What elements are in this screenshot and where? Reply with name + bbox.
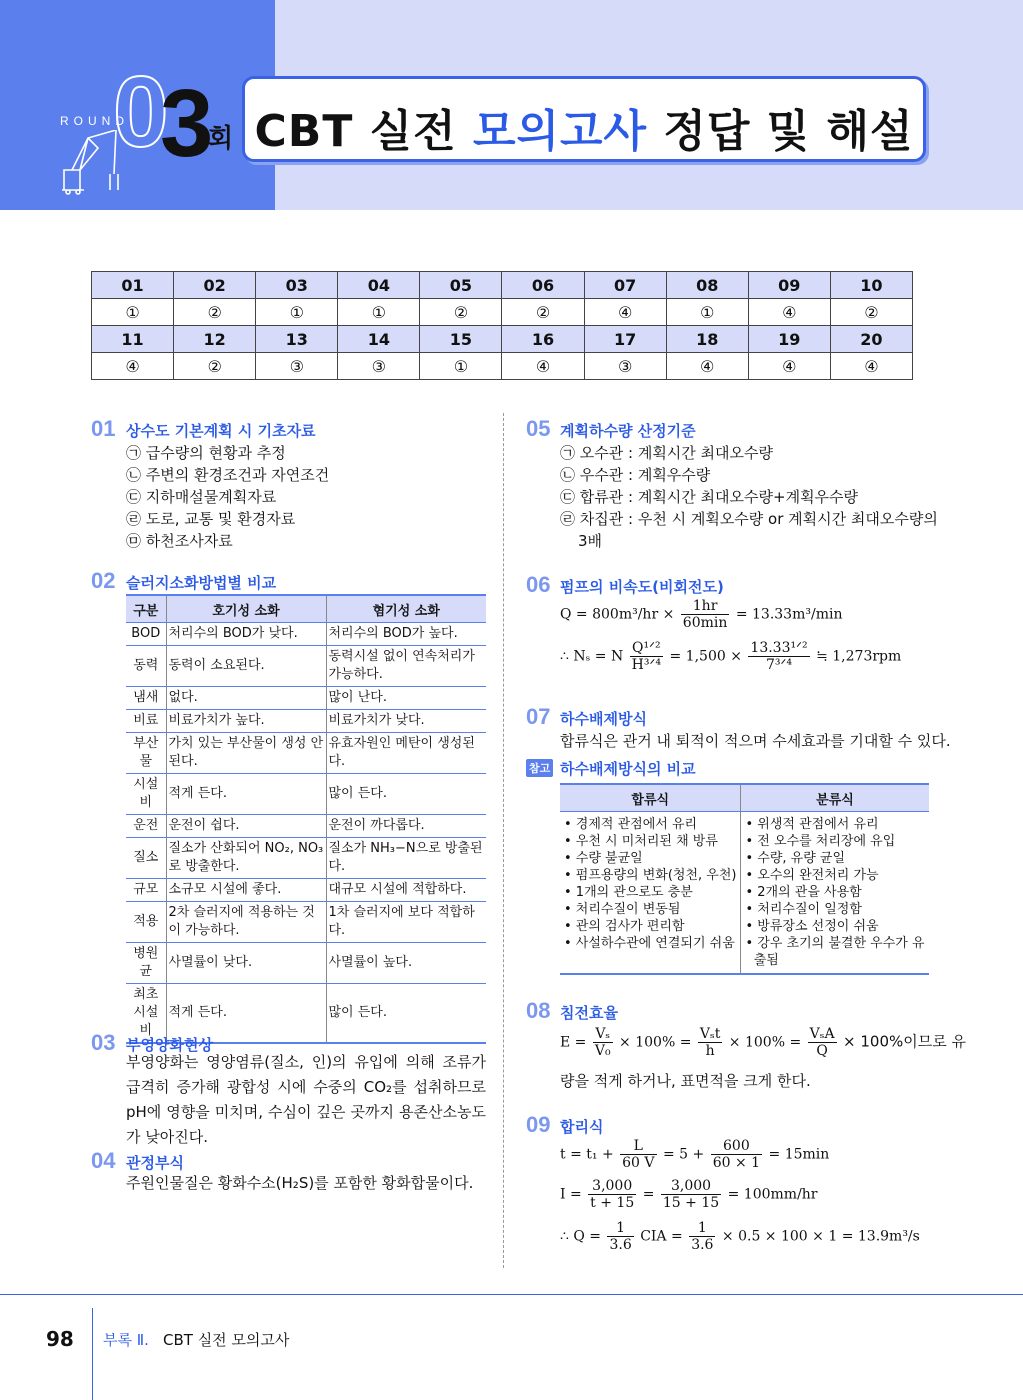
footer-rule: [0, 1294, 1023, 1295]
answer-value-row: [92, 299, 913, 326]
section-number: 06: [526, 572, 551, 597]
row-label: 최초 시설비: [126, 984, 166, 1044]
answer-value-row: [92, 353, 913, 380]
question-number: 06: [502, 272, 584, 299]
fraction: [607, 1220, 633, 1253]
table-header: 혐기성 소화: [326, 595, 486, 623]
question-number: 03: [256, 272, 338, 299]
section-number: 08: [526, 998, 551, 1023]
list-item: • 펌프용량의 변화(청천, 우천): [564, 868, 737, 883]
list-item: • 경제적 관점에서 유리: [564, 817, 698, 832]
fraction: [630, 640, 663, 673]
section-title: 상수도 기본계획 시 기초자료: [126, 422, 316, 440]
crane-icon: [58, 130, 128, 196]
table-header: 합류식: [560, 784, 741, 812]
question-number: 19: [748, 326, 830, 353]
table-cell: 처리수의 BOD가 높다.: [326, 623, 486, 646]
title-pre: CBT 실전: [254, 106, 473, 157]
denominator: H³ᐟ⁴: [631, 657, 662, 673]
section-title: 하수배제방식: [560, 710, 647, 728]
list-item: • 관의 검사가 편리함: [564, 919, 685, 934]
fraction: [593, 1026, 613, 1059]
answer-choice: ①: [666, 299, 748, 326]
list-item: ㉤ 하천조사자료: [126, 532, 233, 550]
table-cell: 질소가 NH₃−N으로 방출된다.: [326, 838, 486, 879]
section-number: 07: [526, 704, 551, 729]
list-item: • 2개의 관을 사용함: [745, 885, 862, 900]
numerator: 3,000: [661, 1178, 721, 1195]
section-text: 량을 적게 하거나, 표면적을 크게 한다.: [560, 1072, 811, 1090]
section-text: 합류식은 관거 내 퇴적이 적으며 수세효과를 기대할 수 있다.: [560, 732, 951, 750]
question-number: 07: [584, 272, 666, 299]
list-item: • 수량 불균일: [564, 851, 643, 866]
list-item: ㉠ 오수관 : 계획시간 최대오수량: [560, 444, 774, 462]
denominator: 3.6: [609, 1237, 632, 1253]
numerator: 1hr: [681, 598, 730, 615]
answer-table: [91, 271, 913, 380]
round-label: ROUND: [60, 114, 129, 128]
numerator: Vₛ: [593, 1026, 613, 1043]
table-row: [126, 710, 486, 733]
table-cell: 많이 든다.: [326, 984, 486, 1044]
round-zero: 0: [113, 56, 169, 168]
answer-choice: ①: [338, 299, 420, 326]
denominator: 60 V: [622, 1155, 655, 1171]
table-cell: 사멸률이 높다.: [326, 943, 486, 984]
equation-part: =: [642, 1186, 655, 1203]
equation-part: ≒ 1,273rpm: [816, 648, 902, 665]
denominator: 7³ᐟ⁴: [765, 657, 793, 673]
title-highlight: 모의고사: [473, 106, 648, 157]
question-number: 12: [174, 326, 256, 353]
row-label: 냄새: [126, 687, 166, 710]
table-cell: 유효자원인 메탄이 생성된다.: [326, 733, 486, 774]
answer-choice: ③: [584, 353, 666, 380]
equation-part: × 100% =: [728, 1034, 802, 1051]
question-number: 18: [666, 326, 748, 353]
question-number: 11: [92, 326, 174, 353]
section-title: 계획하수량 산정기준: [560, 422, 696, 440]
section-title: 침전효율: [560, 1004, 618, 1022]
answer-number-row: [92, 272, 913, 299]
list-item: 3배: [578, 532, 603, 550]
list-item: • 사설하수관에 연결되기 쉬움: [564, 936, 735, 951]
list-item: ㉣ 도로, 교통 및 환경자료: [126, 510, 296, 528]
equation-part: = 1,500 ×: [669, 648, 742, 665]
section-title: 관정부식: [126, 1154, 184, 1172]
title-post: 정답 및 해설: [647, 106, 914, 157]
table-cell: 대규모 시설에 적합하다.: [326, 879, 486, 902]
answer-choice: ④: [830, 353, 912, 380]
section-number: 04: [91, 1148, 116, 1173]
denominator: 60 × 1: [712, 1155, 761, 1171]
row-label: BOD: [126, 623, 166, 646]
answer-choice: ①: [420, 353, 502, 380]
round-number: 3: [160, 70, 214, 177]
page-number: 98: [46, 1327, 74, 1351]
table-cell: 많이 든다.: [326, 774, 486, 815]
fraction: [661, 1178, 721, 1211]
section-number: 03: [91, 1030, 116, 1055]
table-row: [126, 646, 486, 687]
fraction: [689, 1220, 715, 1253]
fraction: [711, 1138, 762, 1171]
numerator: 1: [689, 1220, 715, 1237]
answer-choice: ①: [256, 299, 338, 326]
list-item: ㉢ 지하매설물계획자료: [126, 488, 277, 506]
section-text: 부영양화는 영양염류(질소, 인)의 유입에 의해 조류가 급격히 증가해 광합성 시에 수중의 CO₂를 섭취하므로 pH에 영향을 미치며, 수심이 깊은 곳까지 용존산소농도가 낮아진다.: [126, 1053, 486, 1146]
reference-title: 하수배제방식의 비교: [560, 760, 696, 778]
sewer-system-compare-table: [560, 783, 929, 975]
denominator: Q: [816, 1043, 828, 1059]
table-cell: 많이 난다.: [326, 687, 486, 710]
numerator: Q¹ᐟ²: [630, 640, 663, 657]
footer-title: CBT 실전 모의고사: [163, 1331, 290, 1349]
table-cell: 질소가 산화되어 NO₂, NO₃로 방출한다.: [166, 838, 326, 879]
answer-choice: ④: [584, 299, 666, 326]
equation-part: t = t₁ +: [560, 1146, 614, 1163]
equation-part: = 13.33m³/min: [735, 606, 843, 623]
combined-system-cell: [560, 812, 741, 975]
table-cell: 2차 슬러지에 적용하는 것이 가능하다.: [166, 902, 326, 943]
row-label: 운전: [126, 815, 166, 838]
list-item: • 1개의 관으로도 충분: [564, 885, 693, 900]
question-number: 09: [748, 272, 830, 299]
question-number: 20: [830, 326, 912, 353]
table-cell: 적게 든다.: [166, 774, 326, 815]
equation-part: × 100%이므로 유: [843, 1032, 966, 1051]
question-number: 10: [830, 272, 912, 299]
fraction: [698, 1026, 722, 1059]
fraction: [808, 1026, 837, 1059]
question-number: 08: [666, 272, 748, 299]
fraction: [748, 640, 809, 673]
fraction: [681, 598, 730, 631]
denominator: 15 + 15: [662, 1195, 720, 1211]
denominator: h: [705, 1043, 715, 1059]
list-item: • 방류장소 선정이 쉬움: [745, 919, 879, 934]
table-cell: 없다.: [166, 687, 326, 710]
question-number: 14: [338, 326, 420, 353]
list-item: • 우천 시 미처리된 채 방류: [564, 834, 718, 849]
list-item: ㉢ 합류관 : 계획시간 최대오수량+계획우수량: [560, 488, 859, 506]
table-cell: 적게 든다.: [166, 984, 326, 1044]
table-cell: 처리수의 BOD가 낮다.: [166, 623, 326, 646]
list-item: ㉡ 우수관 : 계획우수량: [560, 466, 711, 484]
page-title: [245, 95, 923, 159]
answer-choice: ④: [748, 299, 830, 326]
numerator: 13.33¹ᐟ²: [750, 640, 808, 656]
equation-specific-speed: [560, 640, 901, 673]
row-label: 적용: [126, 902, 166, 943]
answer-choice: ④: [748, 353, 830, 380]
table-cell: 비료가치가 높다.: [166, 710, 326, 733]
question-number: 15: [420, 326, 502, 353]
reference-badge: 참고: [526, 759, 553, 777]
answer-choice: ③: [338, 353, 420, 380]
table-row: [126, 687, 486, 710]
numerator: 600: [711, 1138, 762, 1155]
footer-divider: [92, 1308, 93, 1400]
answer-choice: ②: [174, 353, 256, 380]
answer-choice: ②: [502, 299, 584, 326]
answer-choice: ②: [420, 299, 502, 326]
answer-choice: ②: [174, 299, 256, 326]
list-item: ㉡ 주변의 환경조건과 자연조건: [126, 466, 330, 484]
equation-part: CIA =: [640, 1228, 683, 1245]
table-row: [126, 902, 486, 943]
question-number: 17: [584, 326, 666, 353]
table-row: [126, 623, 486, 646]
list-item: • 전 오수를 처리장에 유입: [745, 834, 896, 849]
section-title: 펌프의 비속도(비회전도): [560, 578, 724, 596]
answer-number-row: [92, 326, 913, 353]
question-number: 02: [174, 272, 256, 299]
footer-chapter: 부록 Ⅱ.: [103, 1331, 149, 1349]
row-label: 동력: [126, 646, 166, 687]
row-label: 비료: [126, 710, 166, 733]
equation-flow: [560, 598, 842, 631]
list-item: • 처리수질이 일정함: [745, 902, 862, 917]
table-cell: 운전이 쉽다.: [166, 815, 326, 838]
equation-part: E =: [560, 1034, 587, 1051]
section-number: 05: [526, 416, 551, 441]
question-number: 16: [502, 326, 584, 353]
equation-part: = 100mm/hr: [727, 1186, 818, 1203]
table-row: [126, 733, 486, 774]
table-cell: 동력이 소요된다.: [166, 646, 326, 687]
section-number: 02: [91, 568, 116, 593]
denominator: 60min: [682, 615, 728, 631]
list-item: ㉠ 급수량의 현황과 추정: [126, 444, 286, 462]
row-label: 병원균: [126, 943, 166, 984]
table-row: [126, 879, 486, 902]
denominator: V₀: [594, 1043, 611, 1059]
equation-part: ∴ Q =: [560, 1228, 602, 1245]
row-label: 규모: [126, 879, 166, 902]
denominator: t + 15: [590, 1195, 635, 1211]
row-label: 질소: [126, 838, 166, 879]
equation-part: × 100% =: [619, 1034, 692, 1051]
section-text: 주원인물질은 황화수소(H₂S)를 포함한 황화합물이다.: [126, 1174, 474, 1192]
table-row: [126, 774, 486, 815]
equation-efficiency: [560, 1026, 966, 1059]
equation-intensity: [560, 1178, 818, 1211]
table-header: 분류식: [741, 784, 929, 812]
table-row: [126, 943, 486, 984]
table-header: 구분: [126, 595, 166, 623]
answer-choice: ④: [666, 353, 748, 380]
equation-part: I =: [560, 1186, 582, 1203]
equation-part: Q = 800m³/hr ×: [560, 606, 675, 623]
digestion-compare-table: [126, 594, 486, 1044]
table-cell: 비료가치가 낮다.: [326, 710, 486, 733]
equation-part: ∴ Nₛ = N: [560, 648, 624, 665]
numerator: Vₛt: [699, 1026, 721, 1042]
list-item: • 수량, 유량 균일: [745, 851, 846, 866]
numerator: 3,000: [588, 1178, 636, 1195]
question-number: 05: [420, 272, 502, 299]
question-number: 13: [256, 326, 338, 353]
answer-choice: ④: [502, 353, 584, 380]
table-cell: 가치 있는 부산물이 생성 안 된다.: [166, 733, 326, 774]
table-cell: 운전이 까다롭다.: [326, 815, 486, 838]
section-number: 09: [526, 1112, 551, 1137]
table-cell: 동력시설 없이 연속처리가 가능하다.: [326, 646, 486, 687]
table-header: 호기성 소화: [166, 595, 326, 623]
numerator: L: [620, 1138, 656, 1155]
table-cell: 1차 슬러지에 보다 적합하다.: [326, 902, 486, 943]
list-item: • 오수의 완전처리 가능: [745, 868, 879, 883]
numerator: 1: [607, 1220, 633, 1237]
round-suffix: 회: [208, 124, 234, 154]
table-row: [126, 838, 486, 879]
table-cell: 소규모 시설에 좋다.: [166, 879, 326, 902]
question-number: 01: [92, 272, 174, 299]
section-title: 부영양화현상: [126, 1036, 213, 1054]
separate-system-cell: [741, 812, 929, 975]
answer-choice: ②: [830, 299, 912, 326]
fraction: [588, 1178, 636, 1211]
equation-time: [560, 1138, 829, 1171]
numerator: VₛA: [809, 1026, 835, 1042]
list-item: • 처리수질이 변동됨: [564, 902, 681, 917]
title-box: [242, 76, 926, 162]
equation-part: = 15min: [768, 1146, 830, 1163]
equation-part: × 0.5 × 100 × 1 = 13.9m³/s: [721, 1228, 920, 1245]
section-title: 슬러지소화방법별 비교: [126, 574, 277, 592]
row-label: 시설비: [126, 774, 166, 815]
answer-choice: ①: [92, 299, 174, 326]
table-cell: 사멸률이 낮다.: [166, 943, 326, 984]
list-item: • 강우 초기의 불결한 우수가 유: [745, 936, 925, 951]
section-number: 01: [91, 416, 116, 441]
answer-choice: ③: [256, 353, 338, 380]
table-row: [126, 815, 486, 838]
list-item: ㉣ 차집관 : 우천 시 계획오수량 or 계획시간 최대오수량의: [560, 510, 938, 528]
row-label: 부산물: [126, 733, 166, 774]
list-item: • 위생적 관점에서 유리: [745, 817, 879, 832]
list-item: 출됨: [745, 953, 779, 968]
fraction: [620, 1138, 656, 1171]
answer-choice: ④: [92, 353, 174, 380]
section-title: 합리식: [560, 1118, 604, 1136]
question-number: 04: [338, 272, 420, 299]
column-divider: [503, 413, 504, 1268]
equation-flow-rate: [560, 1220, 920, 1253]
equation-part: = 5 +: [662, 1146, 705, 1163]
denominator: 3.6: [691, 1237, 714, 1253]
